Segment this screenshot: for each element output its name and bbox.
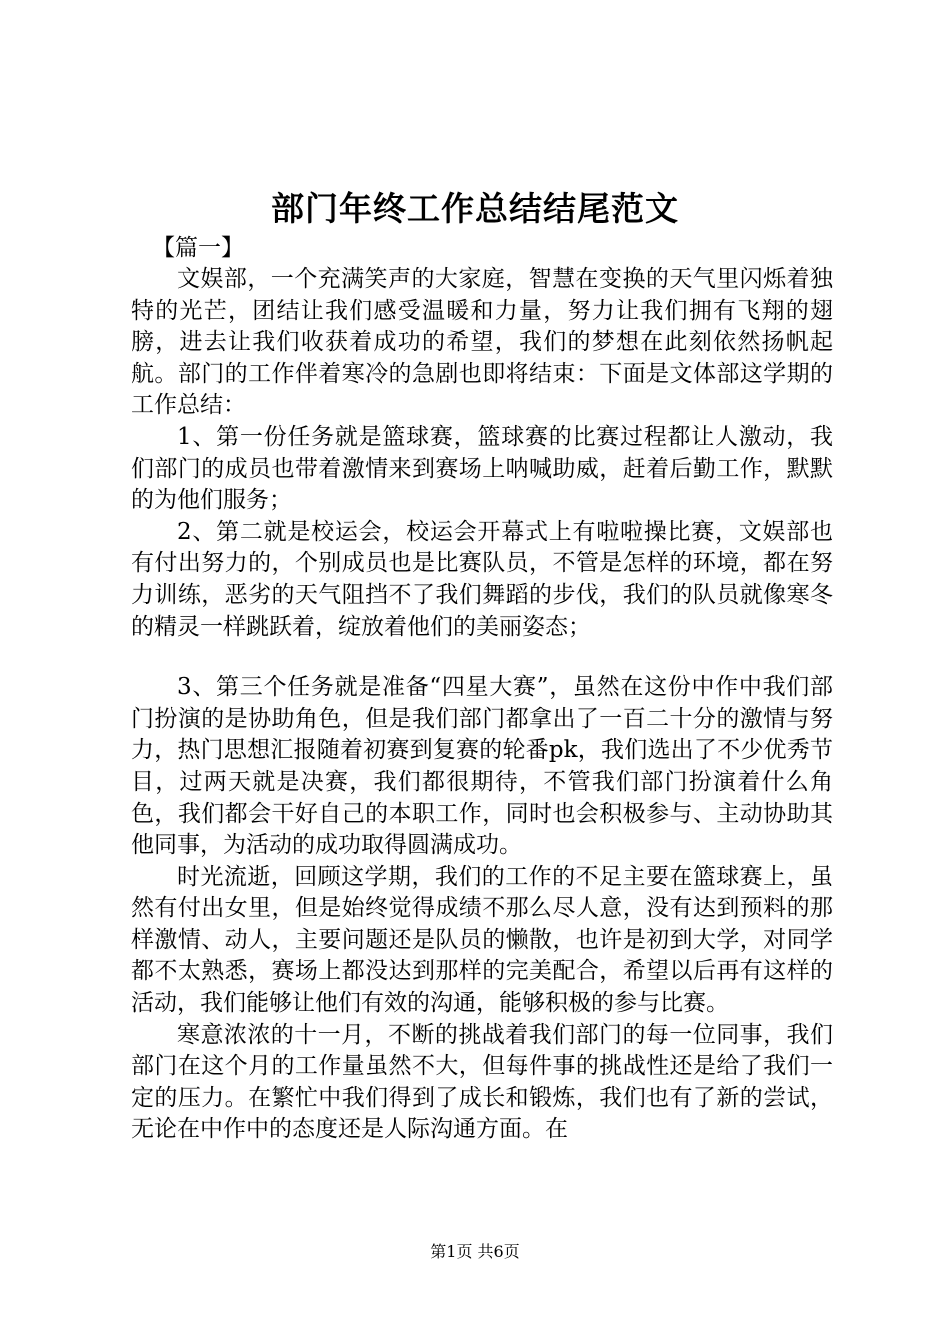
document-body: [131, 264, 833, 1146]
document-title: 部门年终工作总结结尾范文: [271, 189, 679, 228]
paragraph-item-3: 3、第三个任务就是准备“四星大赛”，虽然在这份中作中我们部门扮演的是协助角色，但是我们部门都拿出了一百二十分的激情与努力，热门思想汇报随着初赛到复赛的轮番pk，我们选出了不少优秀节目，过两天就是决赛，我们都很期待，不管我们部门扮演着什么角色，我们都会干好自己的本职工作，同时也会积极参与、主动协助其他同事，为活动的成功取得圆满成功。: [131, 674, 833, 859]
paragraph-item-1: 1、第一份任务就是篮球赛，篮球赛的比赛过程都让人激动，我们部门的成员也带着激情来到赛场上呐喊助威，赶着后勤工作，默默的为他们服务；: [131, 423, 833, 514]
page-footer: 第1页 共6页: [430, 1242, 520, 1261]
paragraph-item-2: 2、第二就是校运会，校运会开幕式上有啦啦操比赛，文娱部也有付出努力的，个别成员也是比赛队员，不管是怎样的环境，都在努力训练，恶劣的天气阻挡不了我们舞蹈的步伐，我们的队员就像寒冬的精灵一样跳跃着，绽放着他们的美丽姿态；: [131, 518, 833, 640]
paragraph-review: 时光流逝，回顾这学期，我们的工作的不足主要在篮球赛上，虽然有付出女里，但是始终觉得成绩不那么尽人意，没有达到预料的那样激情、动人，主要问题还是队员的懒散，也许是初到大学，对同学都不太熟悉，赛场上都没达到那样的完美配合，希望以后再有这样的活动，我们能够让他们有效的沟通，能够积极的参与比赛。: [131, 863, 833, 1017]
paragraph-intro: 文娱部，一个充满笑声的大家庭，智慧在变换的天气里闪烁着独特的光芒，团结让我们感受温暖和力量，努力让我们拥有飞翔的翅膀，进去让我们收获着成功的希望，我们的梦想在此刻依然扬帆起航。部门的工作伴着寒冷的急剧也即将结束：下面是文体部这学期的工作总结：: [131, 266, 833, 419]
paragraph-november: 寒意浓浓的十一月，不断的挑战着我们部门的每一位同事，我们部门在这个月的工作量虽然不大，但每件事的挑战性还是给了我们一定的压力。在繁忙中我们得到了成长和锻炼，我们也有了新的尝试，无论在中作中的态度还是人际沟通方面。在: [131, 1021, 833, 1143]
section-label: 【篇一】: [152, 235, 244, 261]
